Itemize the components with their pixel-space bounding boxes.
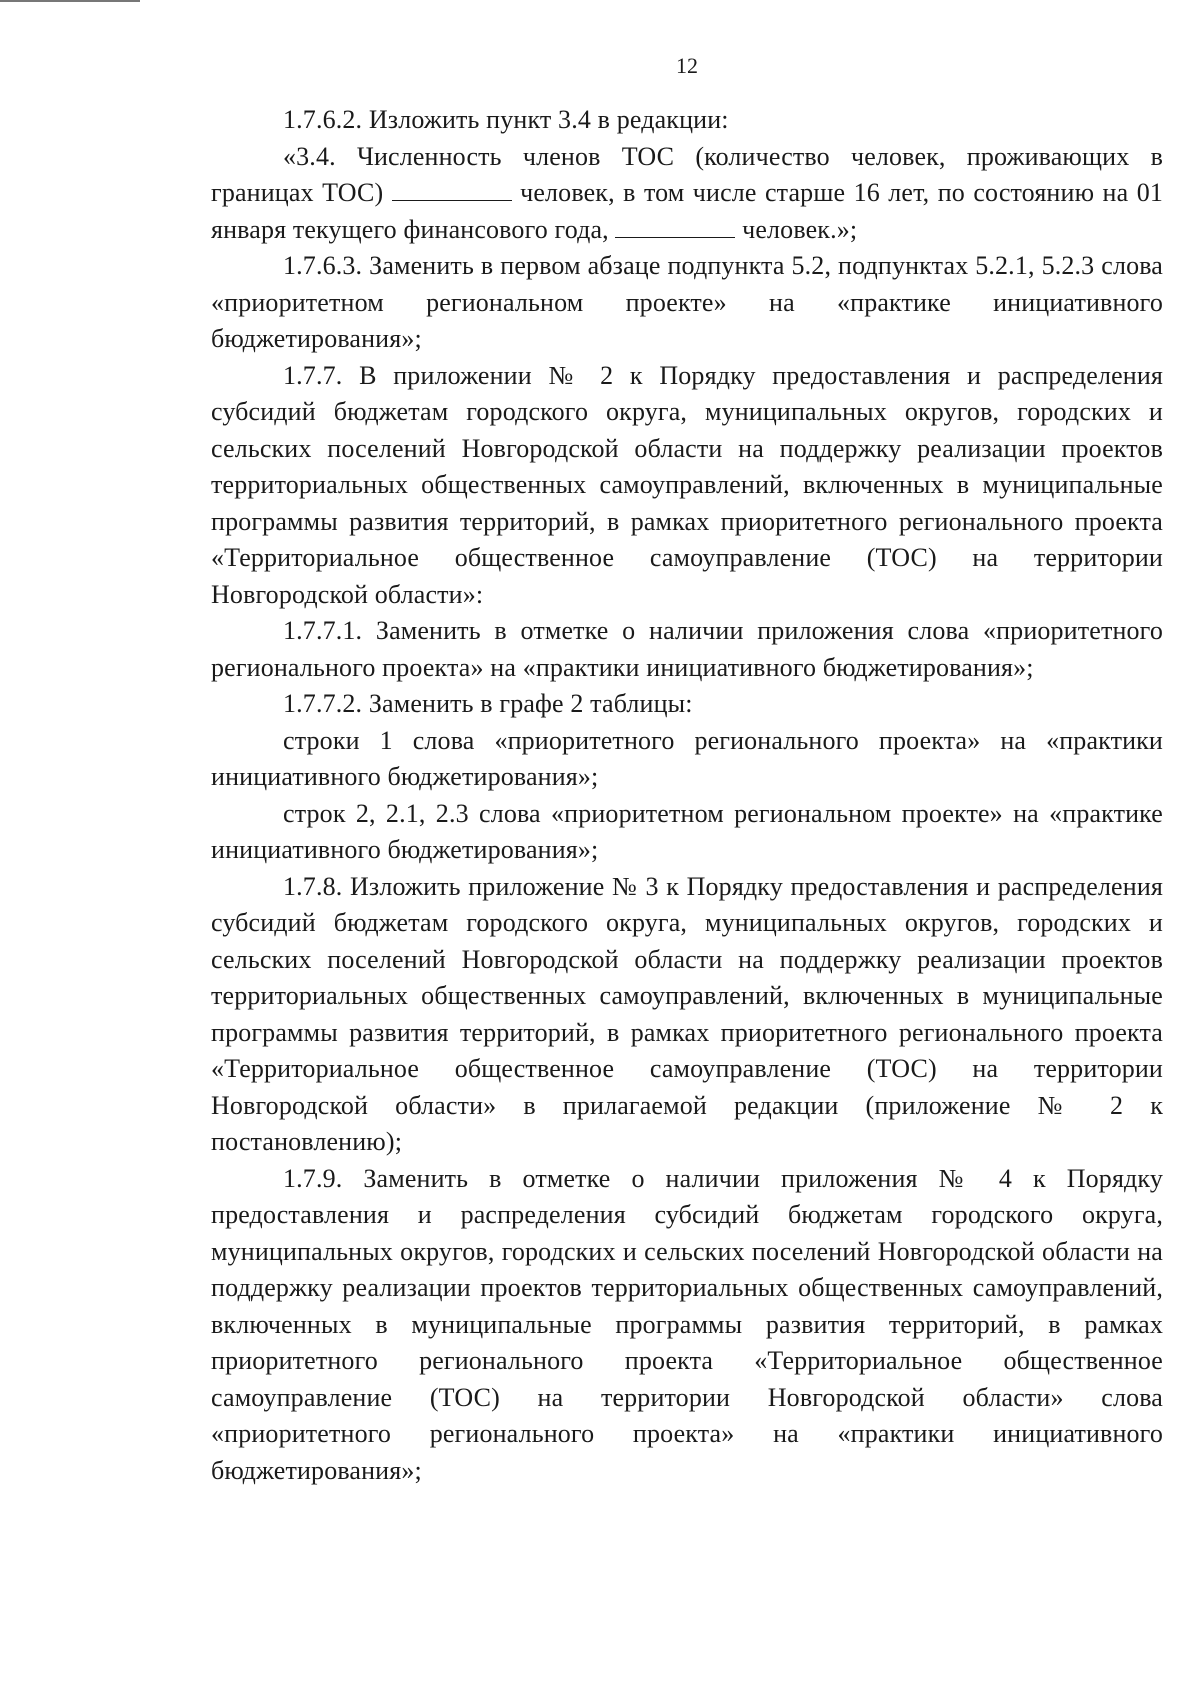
- fill-in-blank-adults: [615, 215, 735, 238]
- scan-corner-mark: [0, 0, 140, 2]
- page-number: 12: [676, 53, 698, 78]
- paragraph-1-7-8: 1.7.8. Изложить приложение № 3 к Порядку предоставления и распределения субсидий бюджетам городского округа, муниципальных округов, городских и сельских поселений Новгородской области на поддержку реализации проектов территориальных общественных самоуправлений, включенных в муниципальные программы развития территорий, в рамках приоритетного регионального проекта «Территориальное общественное самоуправление (ТОС) на территории Новгородской области» в прилагаемой редакции (приложение № 2 к постановлению);: [211, 871, 1163, 1156]
- paragraph-1-7-9: 1.7.9. Заменить в отметке о наличии приложения № 4 к Порядку предоставления и распределения субсидий бюджетам городского округа, муниципальных округов, городских и сельских поселений Новгородской области на поддержку реализации проектов территориальных общественных самоуправлений, включенных в муниципальные программы развития территорий, в рамках приоритетного регионального проекта «Территориальное общественное самоуправление (ТОС) на территории Новгородской области» слова «приоритетного регионального проекта» на «практики инициативного бюджетирования»;: [211, 1163, 1163, 1485]
- document-page: [211, 48, 1163, 1489]
- paragraph-3-4-text-part3: человек.»;: [735, 214, 858, 244]
- paragraph-1-7-6-3: 1.7.6.3. Заменить в первом абзаце подпункта 5.2, подпунктах 5.2.1, 5.2.3 слова «приоритетном региональном проекте» на «практике инициативного бюджетирования»;: [211, 251, 1163, 353]
- paragraph-1-7-7-1: 1.7.7.1. Заменить в отметке о наличии приложения слова «приоритетного регионального проекта» на «практики инициативного бюджетирования»;: [211, 616, 1163, 682]
- paragraph-row-1: строки 1 слова «приоритетного регионального проекта» на «практики инициативного бюджетирования»;: [211, 725, 1163, 791]
- fill-in-blank-members: [392, 178, 512, 201]
- paragraph-rows-2-2-1-2-3: строк 2, 2.1, 2.3 слова «приоритетном региональном проекте» на «практике инициативного бюджетирования»;: [211, 798, 1163, 864]
- paragraph-3-4-text-part2: человек, в том числе старше 16 лет, по состоянию на 01 января текущего финансового года,: [211, 178, 1163, 244]
- paragraph-3-4-quote: [211, 139, 1163, 249]
- paragraph-1-7-7-2: 1.7.7.2. Заменить в графе 2 таблицы:: [283, 689, 693, 718]
- paragraph-3-4-text-part1: «3.4. Численность членов ТОС (количество человек, проживающих в границах ТОС): [211, 141, 1163, 207]
- paragraph-1-7-7: 1.7.7. В приложении № 2 к Порядку предоставления и распределения субсидий бюджетам городского округа, муниципальных округов, городских и сельских поселений Новгородской области на поддержку реализации проектов территориальных общественных самоуправлений, включенных в муниципальные программы развития территорий, в рамках приоритетного регионального проекта «Территориальное общественное самоуправление (ТОС) на территории Новгородской области»:: [211, 360, 1163, 609]
- paragraph-1-7-6-2: 1.7.6.2. Изложить пункт 3.4 в редакции:: [283, 105, 729, 134]
